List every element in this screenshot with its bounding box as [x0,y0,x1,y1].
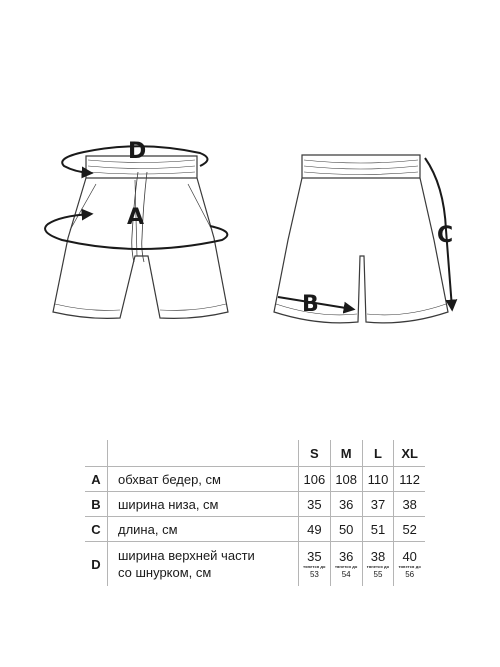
value-cell: 51 [362,517,394,542]
stretch-note: тянется до [334,563,358,569]
value-cell [362,542,394,587]
value-main: 35 [307,548,322,564]
table-row [85,492,425,517]
row-code: A [85,467,108,492]
header-empty-name [108,440,299,467]
header-empty-code [85,440,108,467]
hips-letter: A [127,205,145,230]
value-cell: 49 [299,517,331,542]
length-letter: C [437,223,454,248]
value-cell: 38 [394,492,425,517]
value-cell: 112 [394,467,425,492]
value-cell: 52 [394,517,425,542]
value-cell [394,542,425,587]
row-name-line1: ширина верхней части [118,548,255,563]
size-chart-table [85,440,425,586]
value-cell: 35 [299,492,331,517]
value-cell: 106 [299,467,331,492]
value-main: 38 [370,548,386,564]
table-row [85,517,425,542]
value-cell [330,542,362,587]
row-name-line2: со шнурком, см [118,565,212,580]
size-header-xl: XL [394,440,425,467]
size-header-s: S [299,440,331,467]
size-header-m: M [330,440,362,467]
value-cell: 110 [362,467,394,492]
stretch-note: тянется до [366,563,390,569]
hem-letter: B [302,292,319,317]
row-name: обхват бедер, см [108,467,299,492]
table-row [85,542,425,587]
stretch-value: 53 [309,569,319,579]
shorts-back-view [274,155,448,323]
size-header-l: L [362,440,394,467]
row-name: длина, см [108,517,299,542]
stretch-value: 54 [341,569,351,579]
value-main: 40 [402,548,417,564]
stretch-note: тянется до [303,563,326,569]
row-name: ширина низа, см [108,492,299,517]
waist-letter: D [128,139,147,164]
value-cell: 37 [362,492,394,517]
table-row [85,467,425,492]
row-code: C [85,517,108,542]
row-code: D [85,542,108,587]
row-name [108,542,299,587]
value-cell: 36 [330,492,362,517]
shorts-front-view [53,156,228,318]
stretch-value: 56 [405,569,415,579]
value-cell: 50 [330,517,362,542]
stretch-value: 55 [373,569,383,579]
value-cell: 108 [330,467,362,492]
table-header-row [85,440,425,467]
value-main: 36 [338,548,354,564]
value-cell [299,542,331,587]
row-code: B [85,492,108,517]
stretch-note: тянется до [398,563,421,569]
